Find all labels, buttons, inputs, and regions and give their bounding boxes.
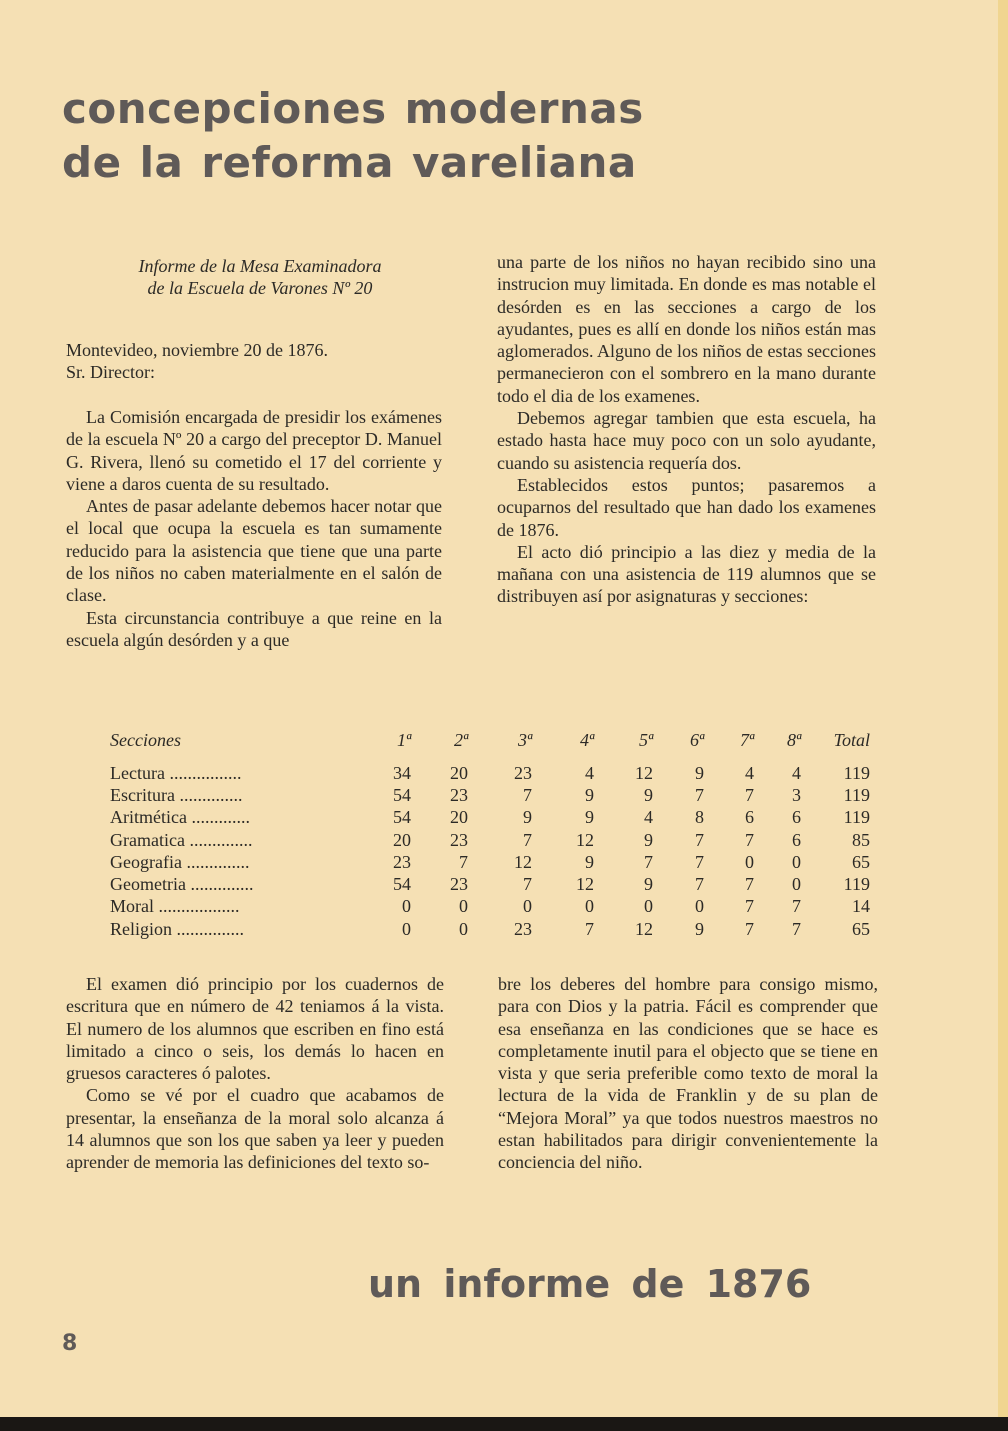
- article-title: [62, 82, 644, 190]
- header-col: 3ª: [518, 730, 532, 750]
- table-row: [110, 918, 870, 940]
- table-cell: 9: [523, 807, 532, 828]
- salutation: Sr. Director:: [66, 362, 155, 382]
- page-edge: [998, 0, 1008, 1417]
- table-cell: 8: [695, 807, 704, 828]
- header-col: 6ª: [690, 730, 704, 750]
- table-cell: 0: [459, 918, 468, 939]
- table-cell: 7: [523, 829, 532, 850]
- table-cell: 23: [450, 784, 468, 805]
- table-cell: 7: [745, 896, 754, 917]
- report-heading: [100, 255, 420, 299]
- table-header-row: [110, 730, 870, 762]
- table-cell: 7: [585, 918, 594, 939]
- header-col: 1ª: [397, 730, 411, 750]
- table-cell: 6: [745, 807, 754, 828]
- right-column-bottom: [498, 973, 878, 1174]
- table-cell: 7: [745, 918, 754, 939]
- paragraph: El acto dió principio a las diez y media de la mañana con una asistencia de 119 alumnos que se distribuyen así por asignaturas y secciones:: [497, 541, 876, 607]
- title-word: vareliana: [411, 138, 637, 187]
- table-cell: 119: [843, 784, 870, 805]
- table-cell: 7: [523, 784, 532, 805]
- table-cell: 20: [450, 762, 468, 783]
- table-cell: 9: [644, 784, 653, 805]
- table-cell: 7: [745, 784, 754, 805]
- table-cell: 23: [450, 874, 468, 895]
- table-cell: 9: [695, 918, 704, 939]
- row-label: Moral ..................: [110, 896, 240, 917]
- table-row: [110, 896, 870, 918]
- table-cell: 12: [635, 762, 653, 783]
- scan-border: [0, 1417, 1008, 1431]
- paragraph: Antes de pasar adelante debemos hacer notar que el local que ocupa la escuela es tan sumamente reducido para la asistencia que tiene que una parte de los niños no caben materialmente en el salón de clase.: [66, 496, 442, 606]
- table-cell: 14: [852, 896, 870, 917]
- table-cell: 0: [792, 851, 801, 872]
- table-cell: 4: [644, 807, 653, 828]
- table-cell: 119: [843, 807, 870, 828]
- table-cell: 54: [393, 874, 411, 895]
- header-col: 8ª: [787, 730, 801, 750]
- table-cell: 0: [459, 896, 468, 917]
- table-cell: 0: [745, 851, 754, 872]
- table-cell: 23: [514, 762, 532, 783]
- left-column-bottom: [66, 973, 444, 1174]
- table-cell: 0: [402, 896, 411, 917]
- paragraph: El examen dió principio por los cuadernos de escritura que en número de 42 teniamos á la vista. El numero de los alumnos que escriben en fino está limitado a cinco o seis, los demás lo hacen en gruesos caracteres ó palotes.: [66, 974, 444, 1084]
- table-cell: 4: [792, 762, 801, 783]
- table-cell: 119: [843, 762, 870, 783]
- table-row: [110, 784, 870, 806]
- date: Montevideo, noviembre 20 de 1876.: [66, 340, 328, 360]
- row-label: Geometria ..............: [110, 874, 254, 895]
- row-label: Gramatica ..............: [110, 829, 253, 850]
- table-cell: 65: [852, 851, 870, 872]
- row-label: Religion ...............: [110, 918, 244, 939]
- table-cell: 0: [585, 896, 594, 917]
- table-cell: 23: [393, 851, 411, 872]
- table-cell: 54: [393, 784, 411, 805]
- table-cell: 23: [514, 918, 532, 939]
- table-row: [110, 851, 870, 873]
- row-label: Lectura ................: [110, 762, 242, 783]
- left-column-top: [66, 406, 442, 651]
- page-number: 8: [62, 1331, 78, 1356]
- header-col: 5ª: [639, 730, 653, 750]
- table-cell: 85: [852, 829, 870, 850]
- title-word: modernas: [404, 84, 644, 133]
- paragraph: bre los deberes del hombre para consigo mismo, para con Dios y la patria. Fácil es comprender que esa enseñanza en las condiciones que se hace es completamente inutil para el objecto que se tiene en vista y que seria preferible como texto de moral la lectura de la vida de Franklin y de su plan de “Mejora Moral” ya que todos nuestros maestros no estan habilitados para dirigir convenientemente la conciencia del niño.: [498, 974, 878, 1173]
- right-column-top: [497, 251, 876, 608]
- table-cell: 12: [514, 851, 532, 872]
- table-cell: 0: [695, 896, 704, 917]
- table-cell: 7: [792, 896, 801, 917]
- table-row: [110, 807, 870, 829]
- table-cell: 9: [695, 762, 704, 783]
- dateline: [66, 339, 328, 383]
- table-cell: 20: [393, 829, 411, 850]
- table-cell: 7: [695, 784, 704, 805]
- table-cell: 119: [843, 874, 870, 895]
- paragraph: una parte de los niños no hayan recibido sino una instrucion muy limitada. En donde es mas notable el desórden es en las secciones a cargo de los ayudantes, pues es allí en donde los niños están mas aglomerados. Alguno de los niños de estas secciones permanecieron con el sombrero en la mano durante todo el dia de los examenes.: [497, 252, 876, 406]
- table-cell: 7: [695, 874, 704, 895]
- header-col: 4ª: [580, 730, 594, 750]
- table-row: [110, 829, 870, 851]
- table-cell: 4: [745, 762, 754, 783]
- table-cell: 7: [695, 851, 704, 872]
- title-word: reforma: [201, 138, 394, 187]
- table-cell: 20: [450, 807, 468, 828]
- table-cell: 7: [745, 874, 754, 895]
- table-cell: 65: [852, 918, 870, 939]
- table-cell: 7: [523, 874, 532, 895]
- table-cell: 9: [644, 874, 653, 895]
- table-cell: 9: [585, 851, 594, 872]
- table-cell: 0: [792, 874, 801, 895]
- header-col: 7ª: [740, 730, 754, 750]
- table-cell: 9: [644, 829, 653, 850]
- table-cell: 54: [393, 807, 411, 828]
- paragraph: Como se vé por el cuadro que acabamos de presentar, la enseñanza de la moral solo alcanza á 14 alumnos que son los que saben ya leer y pueden aprender de memoria las definiciones del texto so-: [66, 1085, 444, 1173]
- table-cell: 0: [644, 896, 653, 917]
- title-word: la: [139, 138, 184, 187]
- title-word: de: [62, 138, 122, 187]
- table-cell: 9: [585, 784, 594, 805]
- paragraph: Debemos agregar tambien que esta escuela, ha estado hasta hace muy poco con un solo ayudante, cuando su asistencia requería dos.: [497, 408, 876, 473]
- table-cell: 0: [402, 918, 411, 939]
- table-cell: 6: [792, 807, 801, 828]
- table-cell: 7: [459, 851, 468, 872]
- table-cell: 3: [792, 784, 801, 805]
- table-cell: 12: [576, 829, 594, 850]
- table-cell: 9: [585, 807, 594, 828]
- row-label: Geografia ..............: [110, 851, 250, 872]
- header-total: Total: [833, 730, 870, 750]
- paragraph: Esta circunstancia contribuye a que reine en la escuela algún desórden y a que: [66, 607, 442, 650]
- table-cell: 12: [576, 874, 594, 895]
- table-row: [110, 762, 870, 784]
- heading-line: Informe de la Mesa Examinadora: [138, 256, 382, 276]
- paragraph: La Comisión encargada de presidir los exámenes de la escuela Nº 20 a cargo del preceptor D. Manuel G. Rivera, llenó su cometido el 17 del corriente y viene a daros cuenta de su resultado.: [66, 407, 442, 494]
- header-sections: Secciones: [110, 730, 181, 750]
- title-word: concepciones: [62, 84, 387, 133]
- title-line-1: [62, 82, 644, 136]
- table-cell: 7: [792, 918, 801, 939]
- heading-line: de la Escuela de Varones Nº 20: [147, 278, 373, 298]
- row-label: Escritura ..............: [110, 784, 243, 805]
- table-row: [110, 873, 870, 895]
- table-cell: 7: [695, 829, 704, 850]
- sections-table: [110, 730, 870, 940]
- row-label: Aritmética .............: [110, 807, 250, 828]
- table-cell: 12: [635, 918, 653, 939]
- header-col: 2ª: [454, 730, 468, 750]
- table-cell: 7: [745, 829, 754, 850]
- table-cell: 4: [585, 762, 594, 783]
- table-cell: 7: [644, 851, 653, 872]
- table-cell: 0: [523, 896, 532, 917]
- table-cell: 34: [393, 762, 411, 783]
- table-cell: 23: [450, 829, 468, 850]
- title-line-2: [62, 136, 644, 190]
- paragraph: Establecidos estos puntos; pasaremos a ocuparnos del resultado que han dado los examenes de 1876.: [497, 474, 876, 540]
- table-cell: 6: [792, 829, 801, 850]
- footer-title: un informe de 1876: [368, 1262, 812, 1306]
